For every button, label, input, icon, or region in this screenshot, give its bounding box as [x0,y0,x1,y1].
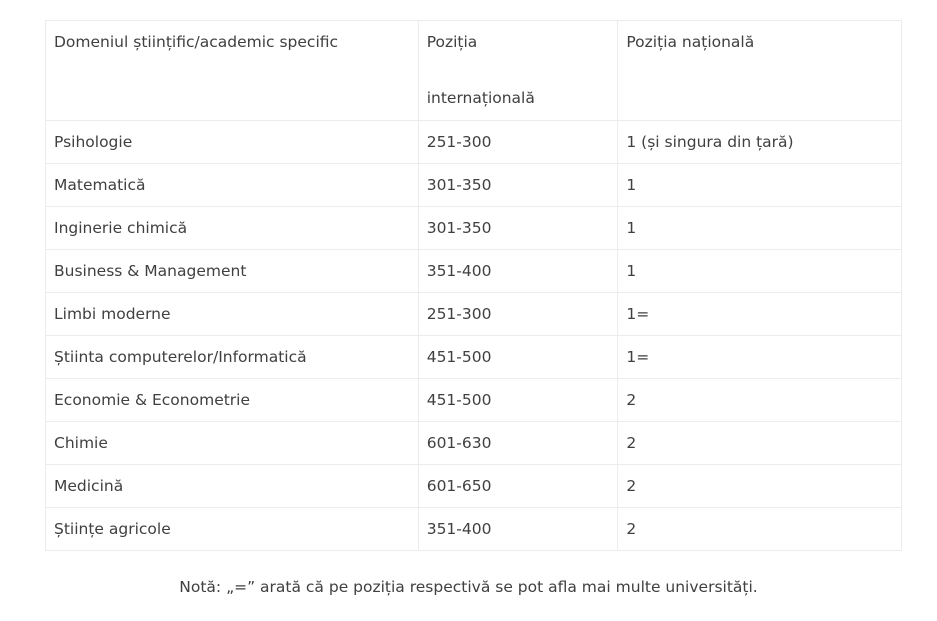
cell-national: 1= [618,336,902,379]
table-row [46,336,902,379]
header-international-line1: Poziția [426,33,478,51]
header-domain [46,21,419,121]
table-row [46,250,902,293]
cell-national: 2 [618,508,902,551]
cell-international: 351-400 [418,250,618,293]
header-national [618,21,902,121]
table-row [46,379,902,422]
cell-international: 451-500 [418,336,618,379]
cell-domain: Științe agricole [46,508,419,551]
cell-national: 1= [618,293,902,336]
header-national-label: Poziția națională [626,33,755,51]
table-row [46,465,902,508]
cell-domain: Economie & Econometrie [46,379,419,422]
cell-domain: Limbi moderne [46,293,419,336]
header-international [418,21,618,121]
cell-national: 1 [618,250,902,293]
table-row [46,207,902,250]
cell-domain: Inginerie chimică [46,207,419,250]
cell-international: 301-350 [418,164,618,207]
table-row [46,293,902,336]
cell-domain: Business & Management [46,250,419,293]
cell-international: 251-300 [418,121,618,164]
cell-international: 301-350 [418,207,618,250]
cell-national: 2 [618,422,902,465]
table-header-row [46,21,902,121]
table-row [46,164,902,207]
cell-national: 2 [618,379,902,422]
cell-international: 251-300 [418,293,618,336]
cell-domain: Chimie [46,422,419,465]
cell-international: 601-650 [418,465,618,508]
cell-international: 451-500 [418,379,618,422]
cell-national: 1 (și singura din țară) [618,121,902,164]
cell-national: 2 [618,465,902,508]
cell-international: 601-630 [418,422,618,465]
table-row [46,121,902,164]
table-note: Notă: „=” arată că pe poziția respectivă se pot afla mai multe universități. [179,578,758,596]
header-international-line2: internațională [426,89,535,107]
cell-domain: Știinta computerelor/Informatică [46,336,419,379]
table-row [46,508,902,551]
table-row [46,422,902,465]
cell-domain: Psihologie [46,121,419,164]
header-domain-label: Domeniul științific/academic specific [54,33,339,51]
cell-international: 351-400 [418,508,618,551]
cell-domain: Medicină [46,465,419,508]
rankings-table [45,20,902,551]
cell-domain: Matematică [46,164,419,207]
cell-national: 1 [618,164,902,207]
cell-national: 1 [618,207,902,250]
